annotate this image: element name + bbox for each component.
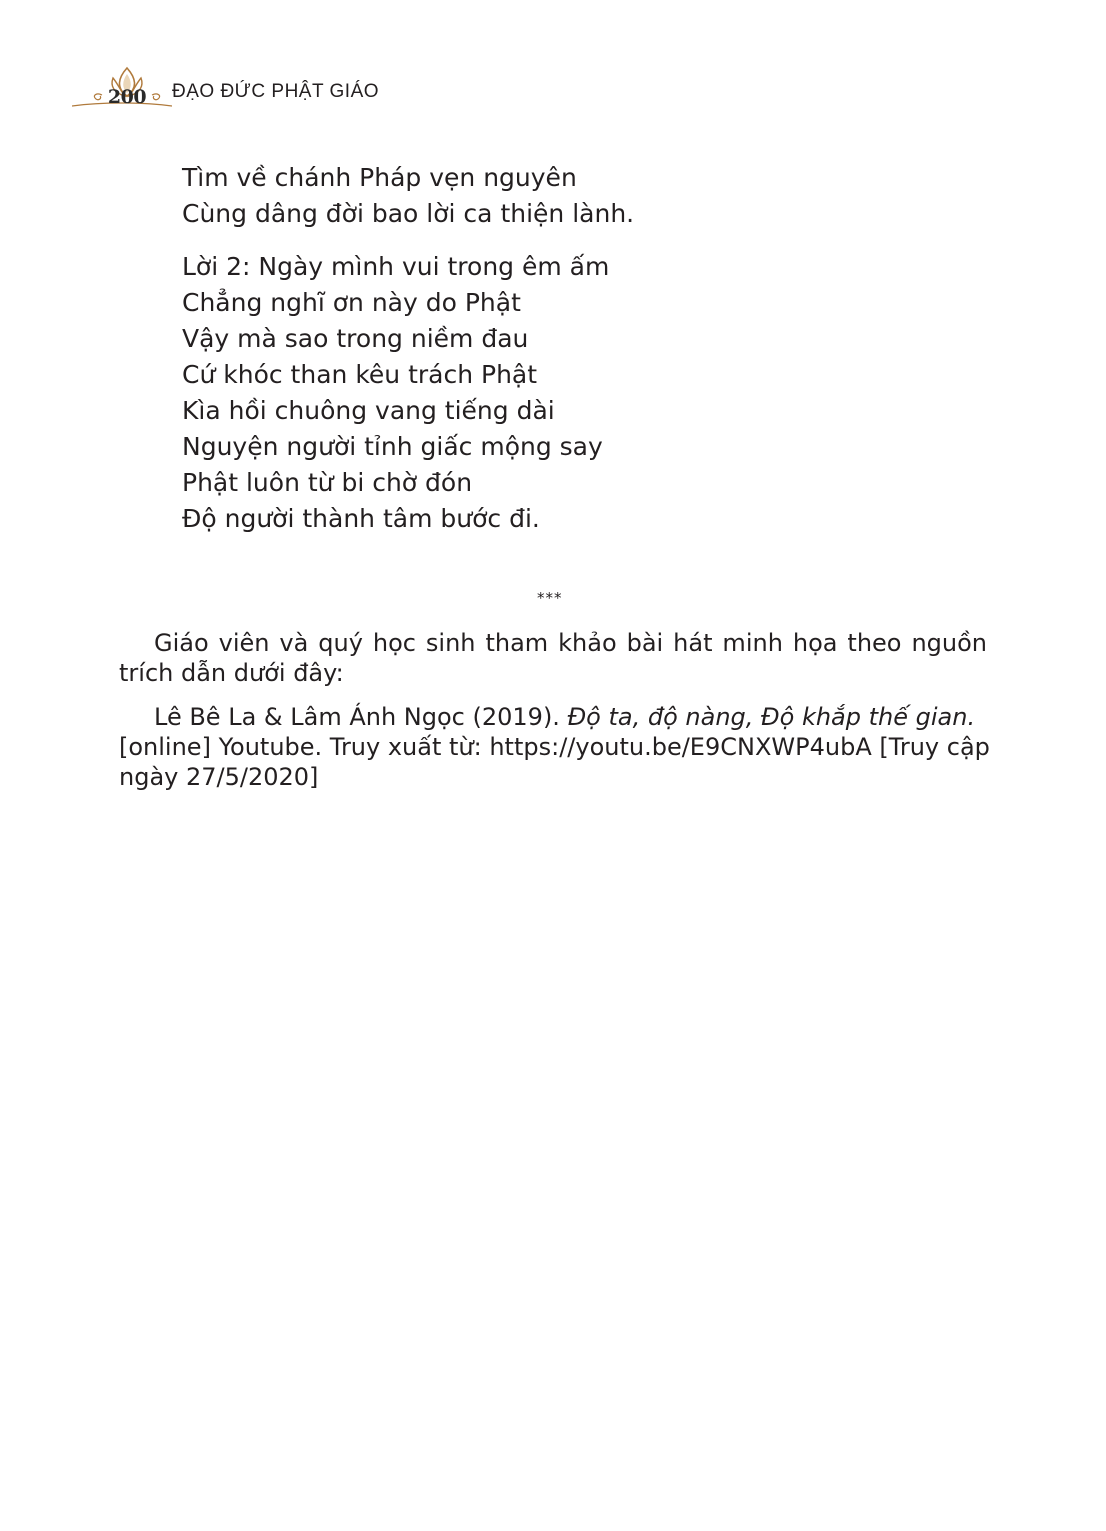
verse-line: Cùng dâng đời bao lời ca thiện lành.: [182, 199, 635, 228]
verse-line: Độ người thành tâm bước đi.: [182, 504, 540, 533]
intro-paragraph: [119, 628, 987, 688]
section-separator: ***: [537, 589, 563, 607]
reference-title: Độ ta, độ nàng, Độ khắp thế gian: [567, 703, 968, 731]
verse-stanza-1: [182, 160, 634, 232]
reference-line: [119, 702, 987, 732]
book-title: ĐẠO ĐỨC PHẬT GIÁO: [172, 81, 380, 102]
verse-line: Phật luôn từ bi chờ đón: [182, 468, 473, 497]
verse-stanza-2: [182, 249, 609, 537]
page-number: 200: [107, 86, 147, 108]
paragraph-line: Giáo viên và quý học sinh tham khảo bài hát minh họa theo nguồn: [154, 629, 987, 657]
reference-line: ngày 27/5/2020]: [119, 763, 319, 791]
verse-line: Chẳng nghĩ ơn này do Phật: [182, 288, 521, 317]
paragraph-line: trích dẫn dưới đây:: [119, 659, 344, 687]
reference-line: [online] Youtube. Truy xuất từ: https://youtu.be/E9CNXWP4ubA [Truy cập: [119, 733, 990, 761]
verse-line: Cứ khóc than kêu trách Phật: [182, 360, 538, 389]
reference-title-end: .: [967, 703, 976, 731]
verse-line: Vậy mà sao trong niềm đau: [182, 324, 529, 353]
verse-line: Tìm về chánh Pháp vẹn nguyên: [182, 163, 577, 192]
reference-paragraph: [119, 702, 990, 792]
reference-authors: Lê Bê La & Lâm Ánh Ngọc (2019).: [154, 703, 568, 731]
verse-line: Lời 2: Ngày mình vui trong êm ấm: [182, 252, 610, 281]
verse-line: Kìa hồi chuông vang tiếng dài: [182, 396, 555, 425]
verse-line: Nguyện người tỉnh giấc mộng say: [182, 432, 603, 461]
page-header: [72, 64, 492, 114]
